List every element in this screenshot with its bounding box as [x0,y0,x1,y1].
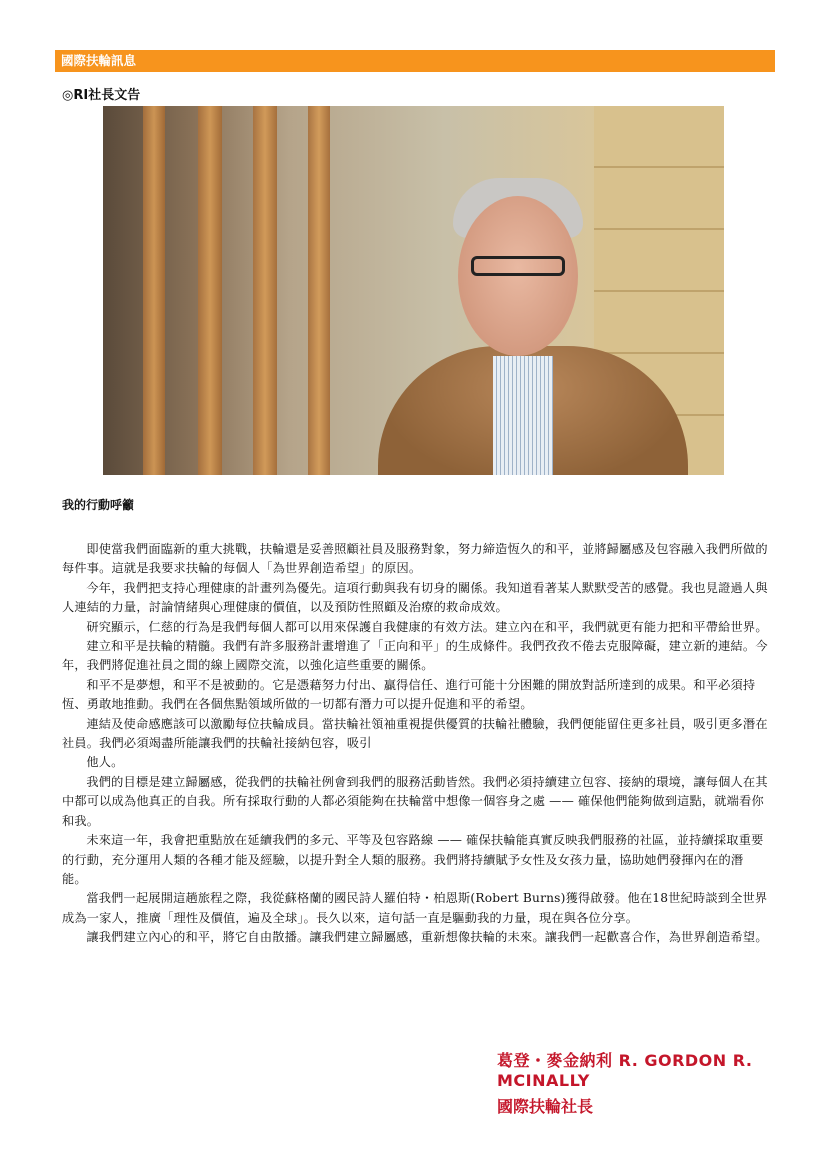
paragraph: 當我們一起展開這趟旅程之際，我從蘇格蘭的國民詩人羅伯特・柏恩斯(Robert Burns)獲得啟發。他在18世紀時談到全世界成為一家人，推廣「理性及價值，遍及全球」。長久以來，這句話一直是驅動我的力量，現在與各位分享。 [62,891,768,925]
portrait-photo [103,106,724,475]
paragraph: 連結及使命感應該可以激勵每位扶輪成員。當扶輪社領袖重視提供優質的扶輪社體驗，我們便能留住更多社員，吸引更多潛在社員。我們必須竭盡所能讓我們的扶輪社接納包容，吸引 [62,716,768,751]
header-label: 國際扶輪訊息 [61,53,137,68]
section-header-bar [55,50,775,72]
paragraph: 讓我們建立內心的和平，將它自由散播。讓我們建立歸屬感，重新想像扶輪的未來。讓我們一起歡喜合作，為世界創造希望。 [86,930,768,945]
paragraph: 建立和平是扶輪的精髓。我們有許多服務計畫增進了「正向和平」的生成條件。我們孜孜不倦去克服障礙，建立新的連結。今年，我們將促進社員之間的線上國際交流，以強化這些重要的關係。 [62,639,768,673]
signature-title: 國際扶輪社長 [497,1097,594,1116]
signature-block [497,1048,827,1117]
paragraph: 他人。 [86,755,124,770]
paragraph: 研究顯示，仁慈的行為是我們每個人都可以用來保護自我健康的有效方法。建立內在和平，我們就更有能力把和平帶給世界。 [86,619,768,634]
paragraph: 未來這一年，我會把重點放在延續我們的多元、平等及包容路線 —— 確保扶輪能真實反映我們服務的社區，並持續採取重要的行動，充分運用人類的各種才能及經驗，以提升對全人類的服務。我們將持續賦予女性及女孩力量，協助她們發揮內在的潛能。 [62,833,764,886]
article-heading: 我的行動呼籲 [62,498,135,512]
paragraph: 即使當我們面臨新的重大挑戰，扶輪還是妥善照顧社員及服務對象，努力締造恆久的和平，並將歸屬感及包容融入我們所做的每件事。這就是我要求扶輪的每個人「為世界創造希望」的原因。 [62,542,768,576]
paragraph: 和平不是夢想，和平不是被動的。它是憑藉努力付出、贏得信任、進行可能十分困難的開放對話所達到的成果。和平必須持恆、勇敢地推動。我們在各個焦點領域所做的一切都有潛力可以提升促進和平的希望。 [62,677,756,712]
signature-name: 葛登・麥金納利 R. GORDON R. MCINALLY [497,1051,753,1090]
article-body [62,540,768,948]
section-title: ◎RI社長文告 [62,88,141,103]
paragraph: 我們的目標是建立歸屬感，從我們的扶輪社例會到我們的服務活動皆然。我們必須持續建立包容、接納的環境，讓每個人在其中都可以成為他真正的自我。所有採取行動的人都必須能夠在扶輪當中想像一個容身之處 —— 確保他們能夠做到這點，就端看你和我。 [62,774,768,828]
paragraph: 今年，我們把支持心理健康的計畫列為優先。這項行動與我有切身的關係。我知道看著某人默默受苦的感覺。我也見證過人與人連結的力量，討論情緒與心理健康的價值，以及預防性照顧及治療的救命成效。 [62,580,768,615]
